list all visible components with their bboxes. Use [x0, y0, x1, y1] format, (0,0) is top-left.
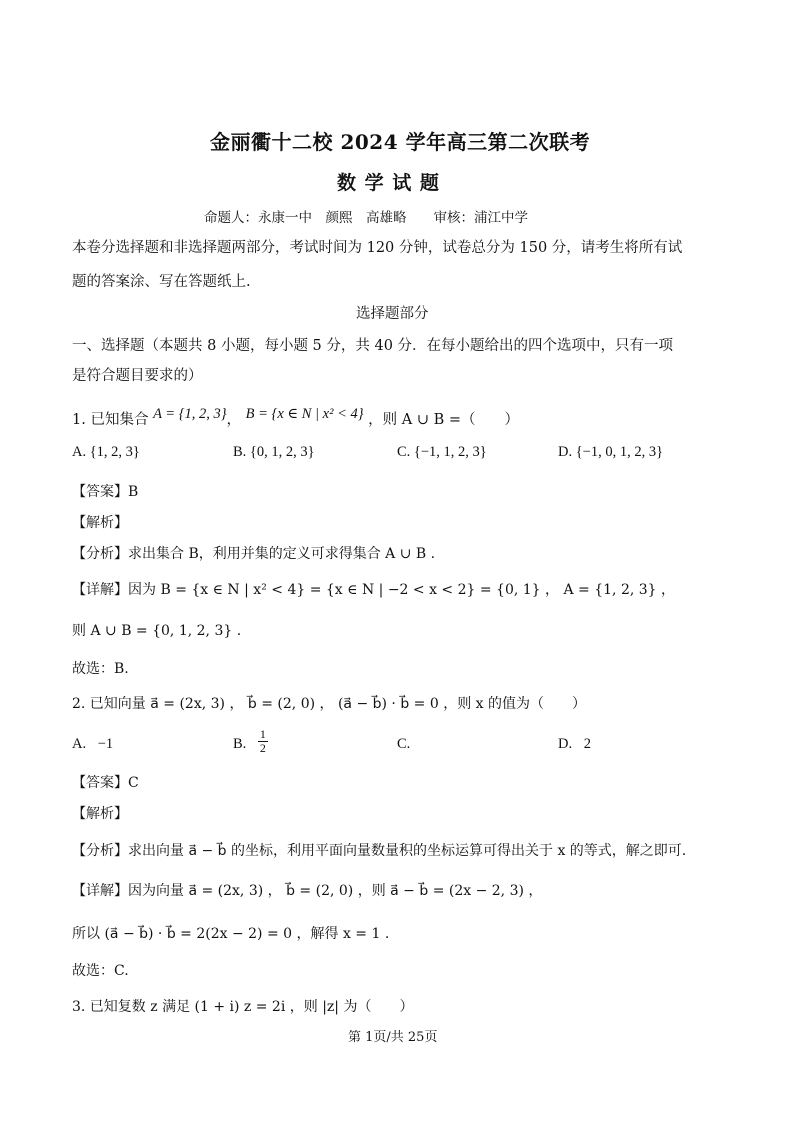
q2-option-a-label: A. — [72, 736, 87, 752]
q2-stem: 2. 已知向量 a⃗ = (2x, 3) ， b⃗ = (2, 0) ， (a⃗ − b⃗) · b⃗ = 0 ，则 x 的值为（ ） — [72, 696, 587, 712]
section-heading-2: 是符合题目要求的） — [72, 368, 203, 384]
q1-option-a: A. {1, 2, 3} — [72, 444, 140, 460]
q2-analysis-label: 【解析】 — [72, 806, 128, 822]
q2-option-a — [72, 736, 113, 753]
q1-separator: ， — [226, 412, 242, 428]
q1-answer: 【答案】B — [72, 484, 139, 500]
q1-option-c: C. {−1, 1, 2, 3} — [397, 444, 487, 460]
q1-set-a: A = {1, 2, 3} — [153, 406, 227, 422]
q1-analysis-label: 【解析】 — [72, 515, 128, 531]
q2-option-c: C. — [397, 736, 411, 752]
q2-option-d — [558, 736, 591, 753]
q1-stem — [72, 408, 519, 429]
q2-option-b-denominator: 2 — [259, 741, 266, 755]
q2-option-d-label: D. — [558, 736, 573, 752]
q2-option-b — [233, 728, 268, 755]
q2-option-a-value: −1 — [97, 736, 114, 752]
q2-choice: 故选：C. — [72, 963, 129, 979]
q2-answer: 【答案】C — [72, 775, 139, 791]
exam-authors: 命题人：永康一中 颜熙 高雄略 审核：浦江中学 — [204, 210, 528, 226]
q3-stem: 3. 已知复数 z 满足 (1 + i) z = 2i ，则 |z| 为（ ） — [72, 999, 414, 1015]
q1-option-d: D. {−1, 0, 1, 2, 3} — [558, 444, 664, 460]
q2-detail-line-2: 所以 (a⃗ − b⃗) · b⃗ = 2(2x − 2) = 0 ，解得 x = 1 . — [72, 926, 390, 942]
q2-xiangjie: 【详解】因为向量 a⃗ = (2x, 3) ， b⃗ = (2, 0) ，则 a⃗ − b⃗ = (2x − 2, 3) ， — [72, 883, 543, 899]
q2-fenxi: 【分析】求出向量 a⃗ − b⃗ 的坐标，利用平面向量数量积的坐标运算可得出关于 x 的等式，解之即可. — [72, 843, 687, 859]
section-part-title: 选择题部分 — [356, 306, 429, 322]
q2-option-b-fraction — [258, 728, 268, 755]
intro-line-2: 题的答案涂、写在答题纸上. — [72, 274, 251, 290]
q1-fenxi: 【分析】求出集合 B，利用并集的定义可求得集合 A ∪ B . — [72, 546, 436, 562]
q2-option-d-value: 2 — [583, 736, 591, 752]
q2-option-b-label: B. — [233, 736, 247, 752]
q1-option-b: B. {0, 1, 2, 3} — [233, 444, 315, 460]
intro-line-1: 本卷分选择题和非选择题两部分，考试时间为 120 分钟，试卷总分为 150 分，请考生将所有试 — [72, 240, 683, 256]
exam-subtitle: 数 学 试 题 — [337, 172, 440, 194]
q1-set-b: B = {x ∈ N | x² < 4} — [245, 406, 364, 422]
q1-detail-line-2: 则 A ∪ B = {0, 1, 2, 3} . — [72, 623, 242, 639]
q1-stem-lead: 1. 已知集合 — [72, 412, 149, 428]
q1-stem-tail: ，则 A ∪ B =（ ） — [368, 412, 520, 428]
page-footer: 第 1页/共 25页 — [348, 1030, 438, 1045]
section-heading-1: 一、选择题（本题共 8 小题，每小题 5 分，共 40 分．在每小题给出的四个选项中，只有一项 — [72, 338, 674, 354]
q2-option-b-numerator: 1 — [259, 727, 266, 741]
exam-title: 金丽衢十二校 2024 学年高三第二次联考 — [210, 130, 591, 154]
q1-xiangjie: 【详解】因为 B = {x ∈ N | x² < 4} = {x ∈ N | −2 < x < 2} = {0, 1} ， A = {1, 2, 3} ， — [72, 582, 676, 598]
q1-choice: 故选：B. — [72, 661, 129, 677]
